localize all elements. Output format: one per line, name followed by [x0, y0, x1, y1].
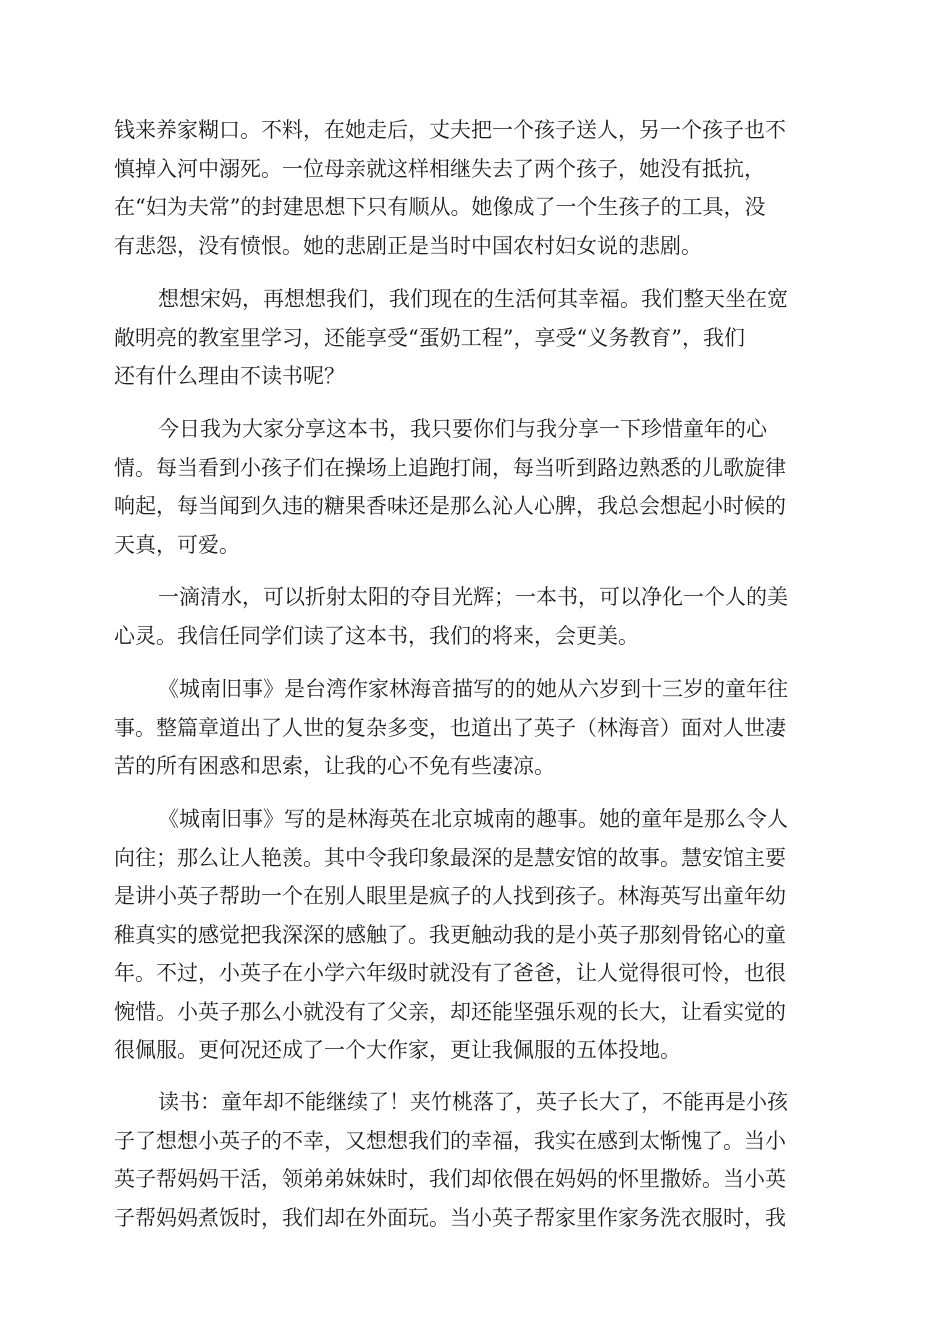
paragraph-4 [114, 578, 854, 655]
paragraph-2 [114, 280, 854, 396]
text-line: 很佩服。更何况还成了一个大作家，更让我佩服的五体投地。 [114, 1038, 681, 1062]
text-line: 天真，可爱。 [114, 532, 240, 557]
text-line: 稚真实的感觉把我深深的感触了。我更触动我的是小英子那刻骨铭心的童 [114, 922, 786, 947]
text-line: 还有什么理由不读书呢？ [114, 364, 345, 388]
text-line: 子帮妈妈煮饭时，我们却在外面玩。当小英子帮家里作家务洗衣服时，我 [114, 1205, 786, 1230]
text-line: 《城南旧事》写的是林海英在北京城南的趣事。她的童年是那么令人 [158, 807, 788, 831]
text-line: 情。每当看到小孩子们在操场上追跑打闹，每当听到路边熟悉的儿歌旋律 [114, 455, 786, 480]
paragraph-1 [114, 111, 854, 265]
text-line: 钱来养家糊口。不料，在她走后，丈夫把一个孩子送人，另一个孩子也不 [114, 118, 786, 142]
text-line: 在“妇为夫常”的封建思想下只有顺从。她像成了一个生孩子的工具，没 [114, 195, 766, 219]
paragraph-3 [114, 410, 854, 564]
text-line: 子了想想小英子的不幸，又想想我们的幸福，我实在感到太惭愧了。当小 [114, 1128, 786, 1153]
text-line: 响起，每当闻到久违的糖果香味还是那么沁人心脾，我总会想起小时候的 [114, 494, 786, 518]
text-line: 年。不过，小英子在小学六年级时就没有了爸爸，让人觉得很可怜，也很 [114, 961, 786, 985]
text-line: 有悲怨，没有愤恨。她的悲剧正是当时中国农村妇女说的悲剧。 [114, 233, 702, 258]
text-line: 读书：童年却不能继续了！夹竹桃落了，英子长大了，不能再是小孩 [158, 1090, 788, 1114]
text-line: 一滴清水，可以折射太阳的夺目光辉；一本书，可以净化一个人的美 [158, 585, 788, 609]
text-line: 《城南旧事》是台湾作家林海音描写的的她从六岁到十三岁的童年往 [158, 677, 788, 701]
text-line: 是讲小英子帮助一个在别人眼里是疯子的人找到孩子。林海英写出童年幼 [114, 884, 786, 908]
paragraph-5 [114, 670, 854, 786]
text-line: 慎掉入河中溺死。一位母亲就这样相继失去了两个孩子，她没有抵抗， [114, 156, 765, 181]
text-line: 事。整篇章道出了人世的复杂多变，也道出了英子（林海音）面对人世凄 [114, 715, 786, 740]
text-line: 向往；那么让人艳羡。其中令我印象最深的是慧安馆的故事。慧安馆主要 [114, 845, 786, 870]
paragraph-6 [114, 800, 854, 1070]
text-line: 英子帮妈妈干活，领弟弟妹妹时，我们却依偎在妈妈的怀里撒娇。当小英 [114, 1167, 786, 1191]
text-line: 惋惜。小英子那么小就没有了父亲，却还能坚强乐观的长大，让看实觉的 [114, 999, 786, 1024]
text-line: 今日我为大家分享这本书，我只要你们与我分享一下珍惜童年的心 [158, 417, 767, 441]
text-line: 敞明亮的教室里学习，还能享受“蛋奶工程”，享受“义务教育”，我们 [114, 325, 745, 350]
text-line: 苦的所有困惑和思索，让我的心不免有些凄凉。 [114, 754, 555, 778]
paragraph-7 [114, 1083, 854, 1237]
text-line: 心灵。我信任同学们读了这本书，我们的将来，会更美。 [114, 623, 639, 648]
text-line: 想想宋妈，再想想我们，我们现在的生活何其幸福。我们整天坐在宽 [158, 287, 788, 311]
